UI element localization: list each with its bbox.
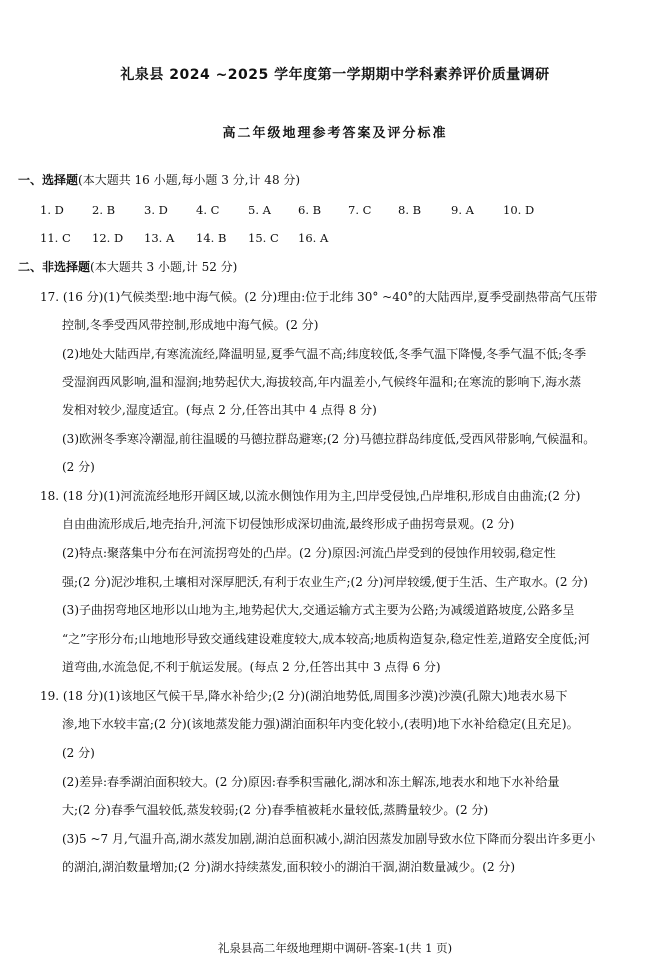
section-title: 二、非选择题 <box>18 260 91 274</box>
answer-line: (2)差异:春季湖泊面积较大。(2 分)原因:春季积雪融化,湖冰和冻土解冻,地表水和地下水补给量 <box>62 775 560 789</box>
line-text: 17. (16 分)(1)气候类型:地中海气候。(2 分)理由:位于北纬 30° ~40°的大陆西岸,夏季受副热带高气压带 <box>40 290 598 304</box>
answer-item: 14. B <box>196 231 227 245</box>
answer-item: 1. D <box>40 203 64 217</box>
answer-line: (2 分) <box>62 746 95 760</box>
section-title: 一、选择题 <box>18 173 79 187</box>
answer-line: 发相对较少,湿度适宜。(每点 2 分,任答出其中 4 点得 8 分) <box>62 403 377 417</box>
answer-item: 12. D <box>92 231 124 245</box>
answer-item: 3. D <box>144 203 168 217</box>
answer-line: (3)子曲拐弯地区地形以山地为主,地势起伏大,交通运输方式主要为公路;为减缓道路坡度,公路多呈 <box>62 603 575 617</box>
answer-line: 的湖泊,湖泊数量增加;(2 分)湖水持续蒸发,面积较小的湖泊干涸,湖泊数量减少。(2 分) <box>62 860 516 874</box>
answer-line: 自由曲流形成后,地壳抬升,河流下切侵蚀形成深切曲流,最终形成子曲拐弯景观。(2 分) <box>62 517 515 531</box>
document-subtitle: 高二年级地理参考答案及评分标准 <box>222 126 448 141</box>
section-heading-nonchoice <box>18 260 237 274</box>
answer-line: 18. (18 分)(1)河流流经地形开阔区域,以流水侧蚀作用为主,凹岸受侵蚀,凸岸堆积,形成自由曲流;(2 分) <box>40 489 581 503</box>
section-heading-choice <box>18 173 300 187</box>
answer-item: 10. D <box>503 203 535 217</box>
answer-item: 7. C <box>348 203 372 217</box>
answer-item: 13. A <box>144 231 175 245</box>
answer-item: 11. C <box>40 231 71 245</box>
answer-line: (2 分) <box>62 460 95 474</box>
answer-line: 道弯曲,水流急促,不利于航运发展。(每点 2 分,任答出其中 3 点得 6 分) <box>62 660 441 674</box>
answer-line: 强;(2 分)泥沙堆积,土壤相对深厚肥沃,有利于农业生产;(2 分)河岸较缓,便于生活、生产取水。(2 分) <box>62 575 588 589</box>
answer-item: 6. B <box>298 203 322 217</box>
answer-item: 16. A <box>298 231 329 245</box>
answer-line: (2)特点:聚落集中分布在河流拐弯处的凸岸。(2 分)原因:河流凸岸受到的侵蚀作用较弱,稳定性 <box>62 546 556 560</box>
answer-line: (2)地处大陆西岸,有寒流流经,降温明显,夏季气温不高;纬度较低,冬季气温下降慢,冬季气温不低;冬季 <box>62 347 587 361</box>
answer-line: 19. (18 分)(1)该地区气候干旱,降水补给少;(2 分)(湖泊地势低,周围多沙漠)沙漠(孔隙大)地表水易下 <box>40 689 568 703</box>
answer-item: 2. B <box>92 203 116 217</box>
answer-line: (3)欧洲冬季寒冷潮湿,前往温暖的马德拉群岛避寒;(2 分)马德拉群岛纬度低,受西风带影响,气候温和。 <box>62 432 596 446</box>
section-note: (本大题共 16 小题,每小题 3 分,计 48 分) <box>78 173 301 187</box>
answer-line <box>40 290 655 304</box>
answer-item: 15. C <box>248 231 279 245</box>
answer-item: 8. B <box>398 203 422 217</box>
answer-line: 渗,地下水较丰富;(2 分)(该地蒸发能力强)湖泊面积年内变化较小,(表明)地下水补给稳定(且充足)。 <box>62 717 579 731</box>
page-footer: 礼泉县高二年级地理期中调研-答案-1(共 1 页) <box>217 941 453 955</box>
answer-line: (3)5 ~7 月,气温升高,湖水蒸发加剧,湖泊总面积减小,湖泊因蒸发加剧导致水位下降而分裂出许多更小 <box>62 832 596 846</box>
answer-item: 9. A <box>451 203 474 217</box>
answer-line: 大;(2 分)春季气温较低,蒸发较弱;(2 分)春季植被耗水量较低,蒸腾量较少。(2 分) <box>62 803 489 817</box>
document-title: 礼泉县 2024 ~2025 学年度第一学期期中学科素养评价质量调研 <box>120 67 550 83</box>
section-note: (本大题共 3 小题,计 52 分) <box>90 260 238 274</box>
answer-line: 控制,冬季受西风带控制,形成地中海气候。(2 分) <box>62 318 319 332</box>
answer-line: “之”字形分布;山地地形导致交通线建设难度较大,成本较高;地质构造复杂,稳定性差,道路安全度低;河 <box>62 632 590 646</box>
answer-line: 受湿润西风影响,温和湿润;地势起伏大,海拔较高,年内温差小,气候终年温和;在寒流的影响下,海水蒸 <box>62 375 582 389</box>
answer-item: 5. A <box>248 203 271 217</box>
answer-item: 4. C <box>196 203 220 217</box>
